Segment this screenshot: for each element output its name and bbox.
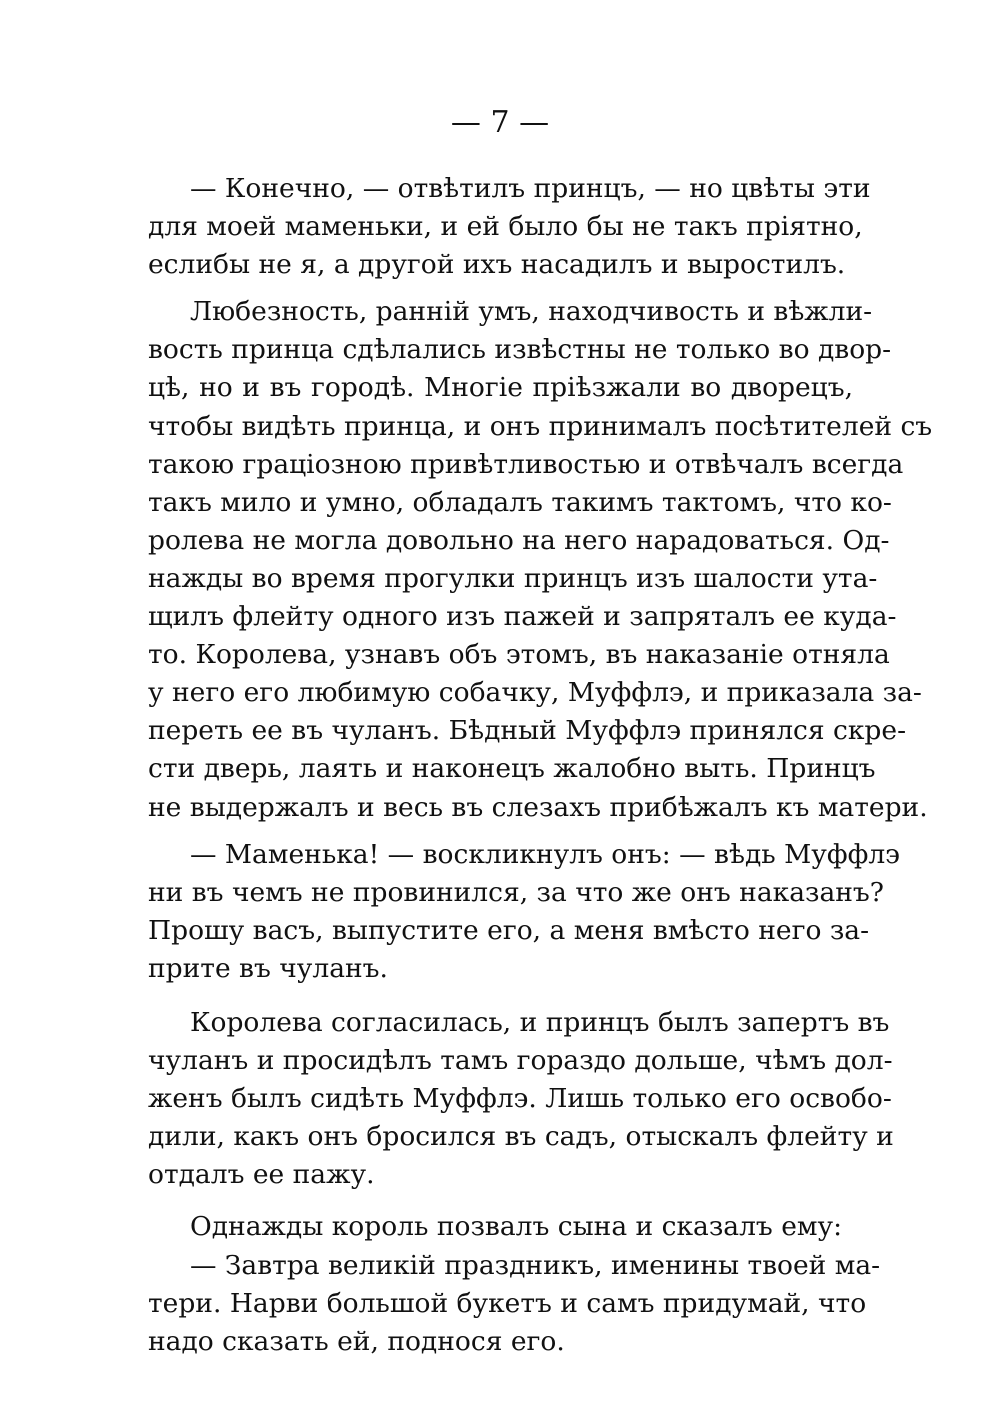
text-line: ролева не могла довольно на него нарадоваться. Од- <box>148 524 890 556</box>
text-line: сти дверь, лаять и наконецъ жалобно выть. Принцъ <box>148 753 876 785</box>
text-line: для моей маменьки, и ей было бы не такъ пріятно, <box>148 211 863 243</box>
text-line: Любезность, раннiй умъ, находчивость и вѣжли- <box>190 296 873 328</box>
text-line: не выдержалъ и весь въ слезахъ прибѣжалъ къ матери. <box>148 791 928 823</box>
text-line: — Маменька! — воскликнулъ онъ: — вѣдь Муффлэ <box>190 838 901 870</box>
text-line: Однажды король позвалъ сына и сказалъ ему: <box>190 1211 843 1243</box>
text-line: цѣ, но и въ городѣ. Многіе пріѣзжали во дворецъ, <box>148 372 853 404</box>
text-line: Прошу васъ, выпустите его, а меня вмѣсто него за- <box>148 914 870 946</box>
page-number: — 7 — <box>450 105 550 140</box>
paragraph <box>148 1004 894 1194</box>
text-line: надо сказать ей, поднося его. <box>148 1325 565 1357</box>
text-line: — Завтра великій праздникъ, именины твоей ма- <box>190 1249 881 1281</box>
paragraph <box>148 170 871 284</box>
text-line: тери. Нарви большой букетъ и самъ придумай, что <box>148 1287 867 1319</box>
text-line: дили, какъ онъ бросился въ садъ, отыскалъ флейту и <box>148 1121 894 1153</box>
text-line: чтобы видѣть принца, и онъ принималъ посѣтителей съ <box>148 410 933 442</box>
text-line: Королева согласилась, и принцъ былъ запертъ въ <box>190 1006 890 1038</box>
text-line: у него его любимую собачку, Муффлэ, и приказала за- <box>148 677 922 709</box>
text-line: переть ее въ чуланъ. Бѣдный Муффлэ принялся скре- <box>148 715 907 747</box>
text-line: такъ мило и умно, обладалъ такимъ тактомъ, что ко- <box>148 486 892 518</box>
text-line: щилъ флейту одного изъ пажей и запряталъ ее куда- <box>148 601 897 633</box>
text-line: женъ былъ сидѣть Муффлэ. Лишь только его освобо- <box>148 1083 892 1115</box>
paragraph <box>148 293 933 826</box>
text-line: то. Королева, узнавъ объ этомъ, въ наказаніе отняла <box>148 639 890 671</box>
text-line: еслибы не я, а другой ихъ насадилъ и выростилъ. <box>148 249 846 281</box>
text-line: — Конечно, — отвѣтилъ принцъ, — но цвѣты эти <box>190 173 871 204</box>
text-line: нажды во время прогулки принцъ изъ шалости ута- <box>148 562 878 594</box>
paragraph <box>148 836 901 988</box>
text-line: прите въ чуланъ. <box>148 952 388 984</box>
text-line: вость принца сдѣлались извѣстны не только во двор- <box>148 334 892 366</box>
text-line: ни въ чемъ не провинился, за что же онъ наказанъ? <box>148 876 884 908</box>
paragraph <box>148 1208 853 1246</box>
paragraph <box>148 1247 881 1361</box>
text-line: такою граціозною привѣтливостью и отвѣчалъ всегда <box>148 448 904 480</box>
text-line: чуланъ и просидѣлъ тамъ гораздо дольше, чѣмъ дол- <box>148 1045 893 1077</box>
text-line: отдалъ ее пажу. <box>148 1159 375 1191</box>
body-text <box>148 170 933 1361</box>
